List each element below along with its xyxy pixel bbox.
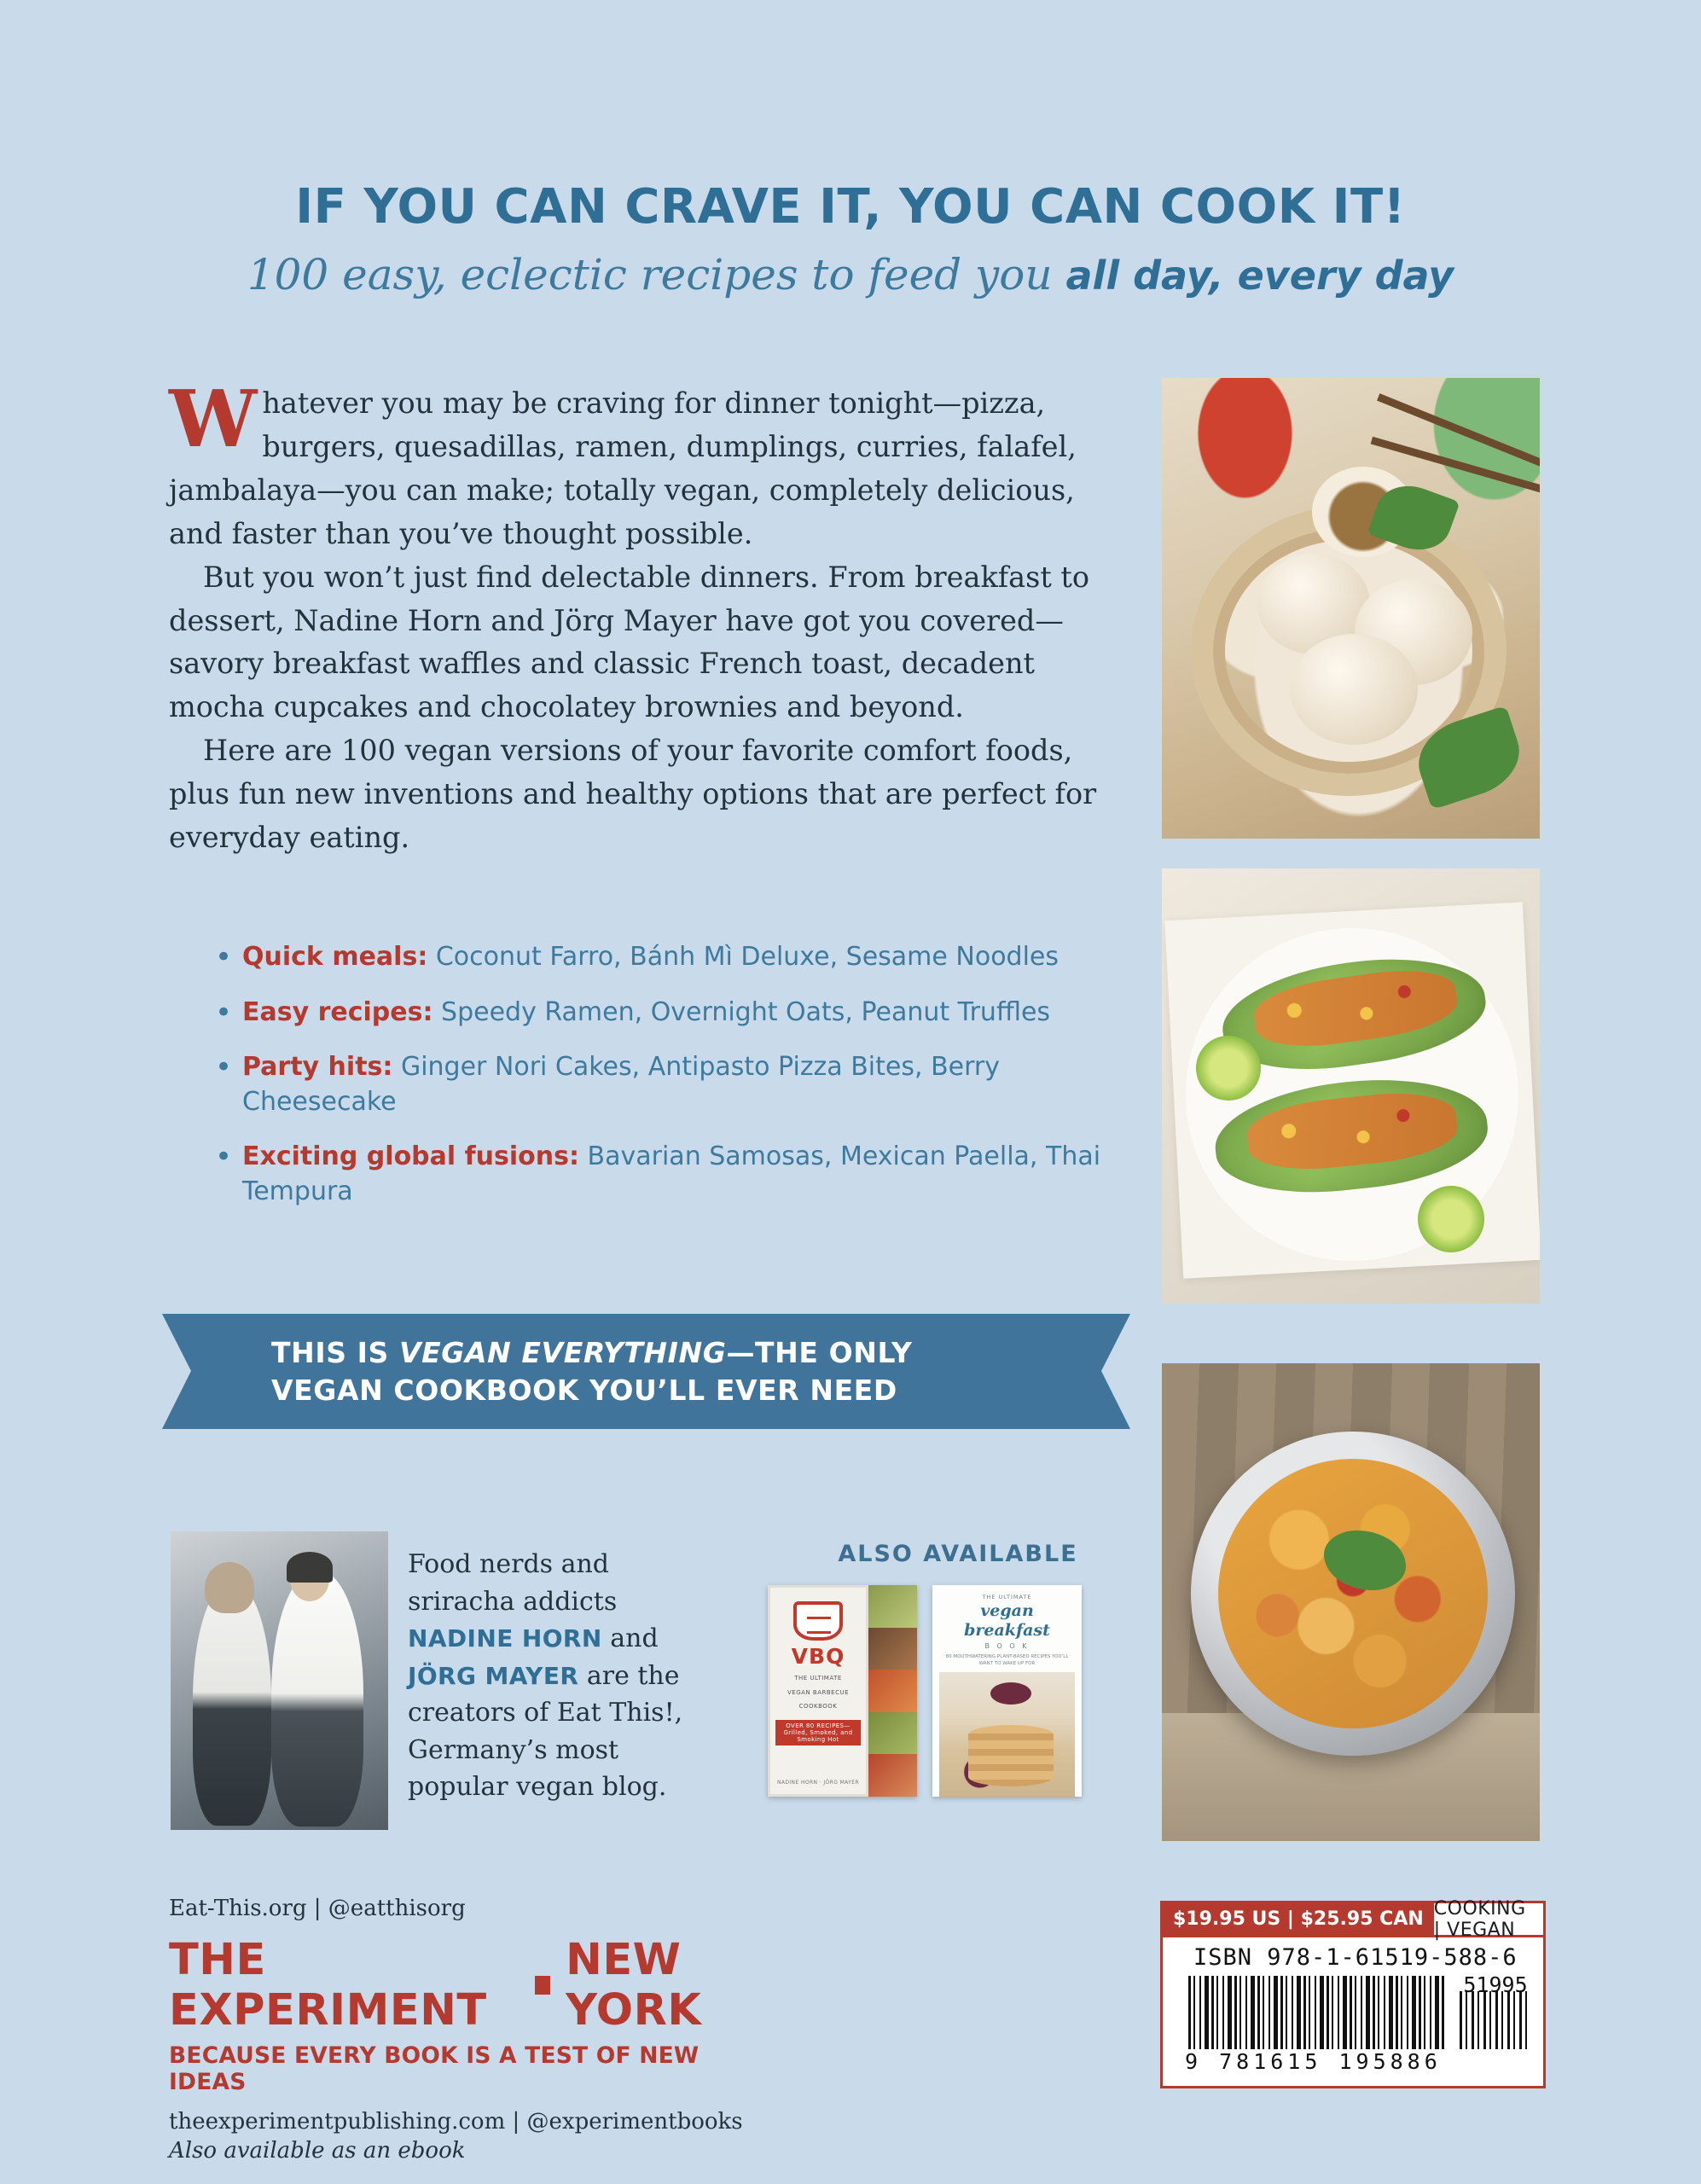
- vbq-authors: NADINE HORN · JÖRG MAYER: [776, 1779, 860, 1786]
- also-available-books: [768, 1585, 1143, 1807]
- tagline-pre: THIS IS: [271, 1335, 399, 1369]
- banner-notch-right-icon: [1101, 1314, 1130, 1429]
- price-category-row: [1163, 1897, 1543, 1941]
- vbq-photo-strip: [868, 1585, 917, 1797]
- paragraph-1-text: hatever you may be craving for dinner tonight—pizza, burgers, quesadillas, ramen, dumplings, curries, falafel, jambalaya—you can make; totally vegan, completely delicious, and faster than you’ve thought possible.: [169, 386, 1077, 550]
- list-item: [212, 940, 1141, 975]
- vbq-photo-5: [868, 1754, 917, 1797]
- breakfast-title-1: vegan: [980, 1601, 1034, 1620]
- author-name-1: NADINE HORN: [408, 1624, 602, 1653]
- headline-secondary-plain: 100 easy, eclectic recipes to feed you: [247, 249, 1066, 299]
- publisher-name: THE EXPERIMENT: [169, 1935, 487, 2036]
- paragraph-2: But you won’t just find delectable dinners. From breakfast to dessert, Nadine Horn and Jörg Mayer have got you covered—savory breakfast waffles and classic French toast, decadent mocha cupcakes and chocolatey brownies and beyond.: [169, 560, 1090, 724]
- vbq-strip: OVER 80 RECIPES—Grilled, Smoked, and Smoking Hot: [775, 1720, 861, 1745]
- vbq-subtitle-2: VEGAN BARBECUE: [787, 1688, 849, 1696]
- author-website[interactable]: Eat-This.org | @eatthisorg: [169, 1896, 466, 1921]
- vbq-photo-3: [868, 1670, 917, 1712]
- bullet-label: Exciting global fusions:: [242, 1141, 579, 1171]
- list-item: [212, 1140, 1141, 1209]
- book-thumbnail-vbq[interactable]: [768, 1585, 917, 1797]
- publisher-block: [169, 1896, 783, 2164]
- vbq-photo-1: [868, 1585, 917, 1628]
- category-label: COOKING | VEGAN: [1433, 1897, 1526, 1941]
- authors-photo: [171, 1531, 388, 1830]
- breakfast-description: 80 MOUTHWATERING PLANT-BASED RECIPES YOU’LL WANT TO WAKE UP FOR: [945, 1653, 1069, 1667]
- also-available-heading: ALSO AVAILABLE: [838, 1541, 1078, 1567]
- bullet-text: Speedy Ramen, Overnight Oats, Peanut Truffles: [433, 996, 1051, 1027]
- vbq-subtitle-3: COOKBOOK: [798, 1703, 838, 1710]
- tagline-line-1: [271, 1334, 912, 1372]
- vbq-brand: VBQ: [791, 1644, 845, 1669]
- bullet-label: Party hits:: [242, 1052, 393, 1082]
- bullet-text: Coconut Farro, Bánh Mì Deluxe, Sesame Noodles: [427, 942, 1059, 972]
- headline-secondary: [0, 251, 1701, 300]
- bio-part-2: and: [601, 1623, 659, 1653]
- bullet-label: Quick meals:: [242, 942, 428, 972]
- photo-curry-bowl: [1162, 1363, 1540, 1841]
- headline-primary: IF YOU CAN CRAVE IT, YOU CAN COOK IT!: [295, 179, 1406, 235]
- barcode-main-number: 9 781615 195886: [1185, 2049, 1442, 2074]
- tagline-italic: VEGAN EVERYTHING: [399, 1335, 727, 1369]
- drop-cap: W: [169, 373, 258, 465]
- bullet-text: Ginger Nori Cakes, Antipasto Pizza Bites, Berry Cheesecake: [242, 1052, 1000, 1117]
- headline-block: [0, 181, 1701, 299]
- publisher-website[interactable]: theexperimentpublishing.com | @experimentbooks: [169, 2109, 743, 2135]
- grill-icon: [793, 1601, 843, 1641]
- breakfast-word-book: B O O K: [984, 1641, 1030, 1650]
- vbq-photo-2: [868, 1628, 917, 1670]
- curry-contents: [1218, 1459, 1488, 1728]
- barcode-addon-number: 51995: [1463, 1972, 1528, 1997]
- square-icon: [535, 1976, 550, 1995]
- list-item: [212, 996, 1141, 1031]
- author-hair-right: [287, 1552, 333, 1583]
- tagline-post: —THE ONLY: [726, 1335, 913, 1369]
- barcode-main: [1188, 1976, 1444, 2049]
- author-bio: [408, 1546, 715, 1806]
- breakfast-kicker: THE ULTIMATE: [982, 1594, 1032, 1600]
- photo-lettuce-wraps-image: [1162, 868, 1540, 1304]
- berry-topping: [990, 1682, 1031, 1705]
- pancake-stack: [968, 1725, 1054, 1786]
- recipe-highlights-list: [212, 940, 1141, 1229]
- bullet-label: Easy recipes:: [242, 996, 433, 1027]
- breakfast-title-2: breakfast: [964, 1620, 1050, 1640]
- photo-bao-buns: [1162, 378, 1540, 839]
- lime-wedge-1: [1196, 1036, 1261, 1101]
- author-name-2: JÖRG MAYER: [408, 1661, 579, 1690]
- publisher-tagline: BECAUSE EVERY BOOK IS A TEST OF NEW IDEAS: [169, 2042, 700, 2095]
- tagline-banner-body: [162, 1314, 1130, 1429]
- headline-secondary-bold: all day, every day: [1065, 252, 1454, 299]
- photo-curry-bowl-image: [1162, 1363, 1540, 1841]
- photo-lettuce-wraps: [1162, 868, 1540, 1304]
- tagline-banner: [162, 1314, 1130, 1429]
- body-copy: [169, 373, 1129, 860]
- list-item: [212, 1050, 1141, 1119]
- vbq-cover-front: [768, 1585, 868, 1797]
- vbq-photo-4: [868, 1712, 917, 1755]
- barcode-addon: [1460, 1991, 1528, 2049]
- barcode-block: [1160, 1897, 1546, 2088]
- isbn-text: ISBN 978-1-61519-588-6: [1193, 1944, 1518, 1971]
- book-thumbnail-breakfast[interactable]: [932, 1585, 1082, 1797]
- publisher-logo: [169, 1935, 783, 2036]
- bao-bun-3: [1290, 634, 1418, 745]
- paragraph-3: Here are 100 vegan versions of your favorite comfort foods, plus fun new inventions and healthy options that are perfect for everyday eating.: [169, 734, 1097, 855]
- tagline-banner-text: [162, 1334, 912, 1409]
- price-label: $19.95 US | $25.95 CAN: [1163, 1903, 1434, 1935]
- barcode-bars-area: [1163, 1972, 1543, 2082]
- author-figure-right: [271, 1571, 363, 1827]
- paragraph-1: [169, 373, 1129, 556]
- ebook-note: Also available as an ebook: [169, 2138, 466, 2164]
- publisher-city: NEW YORK: [566, 1935, 702, 2036]
- photo-bao-buns-image: [1162, 378, 1540, 839]
- author-figure-left: [193, 1583, 271, 1826]
- vbq-subtitle-1: THE ULTIMATE: [794, 1675, 842, 1682]
- bio-part-1: Food nerds and sriracha addicts: [408, 1549, 618, 1617]
- bio-part-3: are the creators of Eat This!, Germany’s most popular vegan blog.: [408, 1660, 683, 1802]
- tagline-line-2: VEGAN COOKBOOK YOU’LL EVER NEED: [271, 1373, 897, 1407]
- bullet-text: Bavarian Samosas, Mexican Paella, Thai Tempura: [242, 1141, 1101, 1206]
- lime-wedge-2: [1418, 1186, 1484, 1252]
- author-hair-left: [205, 1562, 254, 1613]
- breakfast-cover-photo: [939, 1672, 1075, 1797]
